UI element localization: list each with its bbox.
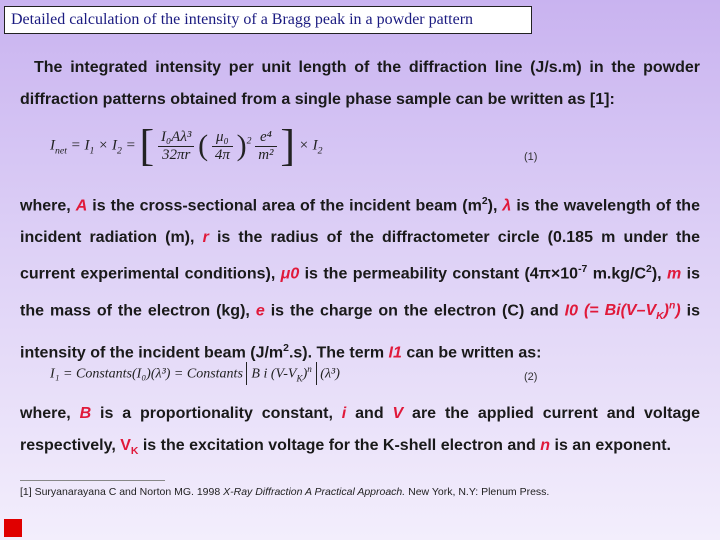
- slide-title: Detailed calculation of the intensity of a Bragg peak in a powder pattern: [4, 6, 532, 34]
- fraction-3: $\frac{\text{e⁴}}{\text{m²}}$: [255, 129, 276, 164]
- bracket-right: ]: [280, 121, 295, 170]
- slide-marker-icon: [4, 519, 22, 537]
- equation-1: $I_{net} = I_1 \times I_2$ = [ $\frac{\text{I₀Aλ³}}{32\pi r}$ ( $\frac{\text{μ₀}}{4\pi}$ )$^2$ $\frac{\text{e⁴}}{\text{m²}}$ ] × $I_2$: [50, 121, 323, 170]
- definitions-paragraph: where, A is the cross-sectional area of the incident beam $(m^2)$, λ is the wavelength of the incident radiation (m), r is the radius of the diffractometer circle (0.185 m under the current experimental conditions), μ0 is the permeability constant ($4\pi\times 10^{-7}$ $m.kg/C^2$), m is the mass of the electron (kg), e is the charge on the electron (C) and I0 (= $Bi(V-V_K)^n$) is intensity of the incident beam $(J/m^2.s)$. The term I1 can be written as:: [20, 196, 701, 362]
- equation-2: I₁ = Constants(I₀)(λ³) = Constants B i $(V-V_K)^n$ (λ³): [50, 364, 340, 384]
- bracket-left: [: [139, 121, 155, 170]
- equation-1-number: (1): [524, 151, 538, 163]
- intro-paragraph: [20, 52, 700, 116]
- fraction-2: $\frac{\text{μ₀}}{4\pi}$: [212, 129, 233, 164]
- intro-line-2: diffraction patterns obtained from a single phase sample can be written as [1]:: [20, 91, 615, 108]
- equation-2-number: (2): [524, 371, 538, 383]
- footnote-divider: [20, 480, 165, 481]
- parameters-paragraph: where, B is a proportionality constant, i and V are the applied current and voltage respectively, $V_K$ is the excitation voltage for the K-shell electron and n is an exponent.: [20, 405, 701, 458]
- equation-2-bracket: B i $(V-V_K)^n$: [246, 362, 316, 385]
- intro-line-1: The integrated intensity per unit length of the diffraction line (J/s.m) in the powder: [34, 59, 700, 76]
- fraction-1: $\frac{\text{I₀Aλ³}}{32\pi r}$: [158, 129, 194, 164]
- reference-footnote: [1] Suryanarayana C and Norton MG. 1998 X-Ray Diffraction A Practical Approach. New York, N.Y: Plenum Press.: [20, 486, 550, 498]
